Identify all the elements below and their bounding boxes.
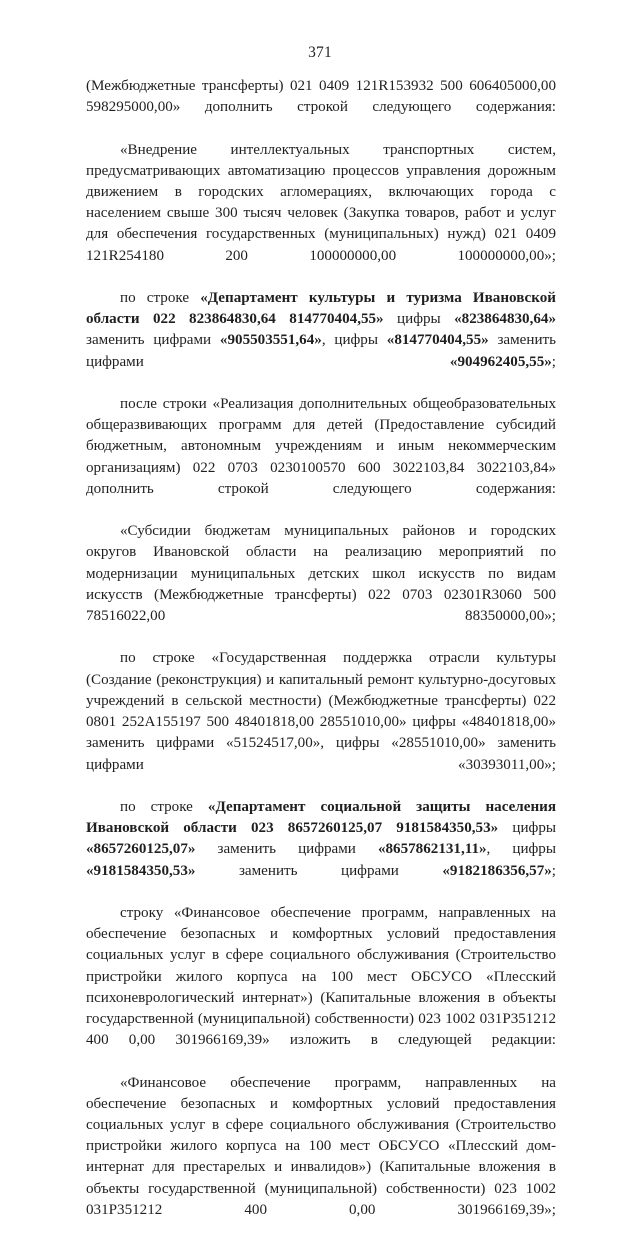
paragraph [86,140,556,288]
text-run-bold: «814770404,55» [386,332,489,349]
paragraph [86,1073,556,1242]
paragraph [86,288,556,394]
text-run: , цифры [321,332,387,349]
text-run-bold: «823864830,64» [454,311,556,328]
text-run: по строке «Государственная поддержка отрасли культуры (Создание (реконструкция) и капитальный ремонт культурно-досуговых учреждений в сельской местности) (Межбюджетные трансферты) 022 0801 252А155197 500 48401818,00 28551010,00» цифры «48401818,00» заменить цифрами «51524517,00», цифры «28551010,00» заменить цифрами «30393011,00»; [86,650,556,773]
text-run: ; [551,353,556,370]
text-run: ; [551,862,556,879]
text-run: , цифры [486,841,556,858]
text-run-bold: «9182186356,57» [442,862,552,879]
text-run: по строке [120,798,208,815]
text-run-bold: «905503551,64» [219,332,322,349]
paragraph [86,521,556,648]
text-run: заменить цифрами [195,841,378,858]
text-run: (Межбюджетные трансферты) 021 0409 121R153932 500 606405000,00 598295000,00» дополнить строкой следующего содержания: [86,78,556,116]
paragraph [86,648,556,796]
text-run: цифры [498,820,557,837]
text-run-bold: «Департамент культуры и туризма Ивановской области 022 823864830,64 814770404,55» [86,290,557,328]
text-run-bold: «8657260125,07» [86,841,196,858]
text-run: заменить цифрами [86,332,556,370]
text-run: «Внедрение интеллектуальных транспортных систем, предусматривающих автоматизацию процессов управления дорожным движением в городских агломерациях, включающих города с населением свыше 300 тысяч человек (Закупка товаров, работ и услуг для обеспечения государственных (муниципальных) нужд) 021 0409 121R254180 200 100000000,00 100000000,00»; [86,141,556,264]
document-body [86,76,556,1242]
paragraph [86,903,556,1073]
page-number: 371 [308,44,332,61]
paragraph [86,76,556,140]
paragraph [86,394,556,521]
text-run: «Финансовое обеспечение программ, направленных на обеспечение безопасных и комфортных условий предоставления социальных услуг в сфере социального обслуживания (Строительство пристройки жилого корпуса на 100 мест ОБСУСО «Плесский дом-интернат для престарелых и инвалидов») (Капитальные вложения в объекты государственной (муниципальной) собственности) 023 1002 031Р351212 400 0,00 301966169,39»; [86,1074,556,1218]
text-run-bold: «904962405,55» [449,353,552,370]
text-run-bold: «8657862131,11» [377,841,487,858]
text-run: строку «Финансовое обеспечение программ, направленных на обеспечение безопасных и комфортных условий предоставления социальных услуг в сфере социального обслуживания (Строительство пристройки жилого корпуса на 100 мест ОБСУСО «Плесский психоневрологический интернат») (Капитальные вложения в объекты государственной (муниципальной) собственности) 023 1002 031Р351212 400 0,00 301966169,39» изложить в следующей редакции: [86,904,556,1049]
text-run: цифры [383,311,455,328]
text-run: по строке [120,290,201,307]
paragraph [86,797,556,903]
text-run-bold: «Департамент социальной защиты населения Ивановской области 023 8657260125,07 9181584350,53» [86,798,557,837]
text-run: после строки «Реализация дополнительных общеобразовательных общеразвивающих программ для детей (Предоставление субсидий бюджетным, автономным учреждениям и иным некоммерческим организациям) 022 0703 0230100570 600 3022103,84 3022103,84» дополнить строкой следующего содержания: [86,396,556,497]
text-run: «Субсидии бюджетам муниципальных районов и городских округов Ивановской области на реализацию мероприятий по модернизации муниципальных детских школ искусств по видам искусств (Межбюджетные трансферты) 022 0703 02301R3060 500 78516022,00 88350000,00»; [86,523,556,625]
text-run-bold: «9181584350,53» [86,862,196,879]
text-run: заменить цифрами [86,332,220,349]
text-run: заменить цифрами [195,862,443,879]
